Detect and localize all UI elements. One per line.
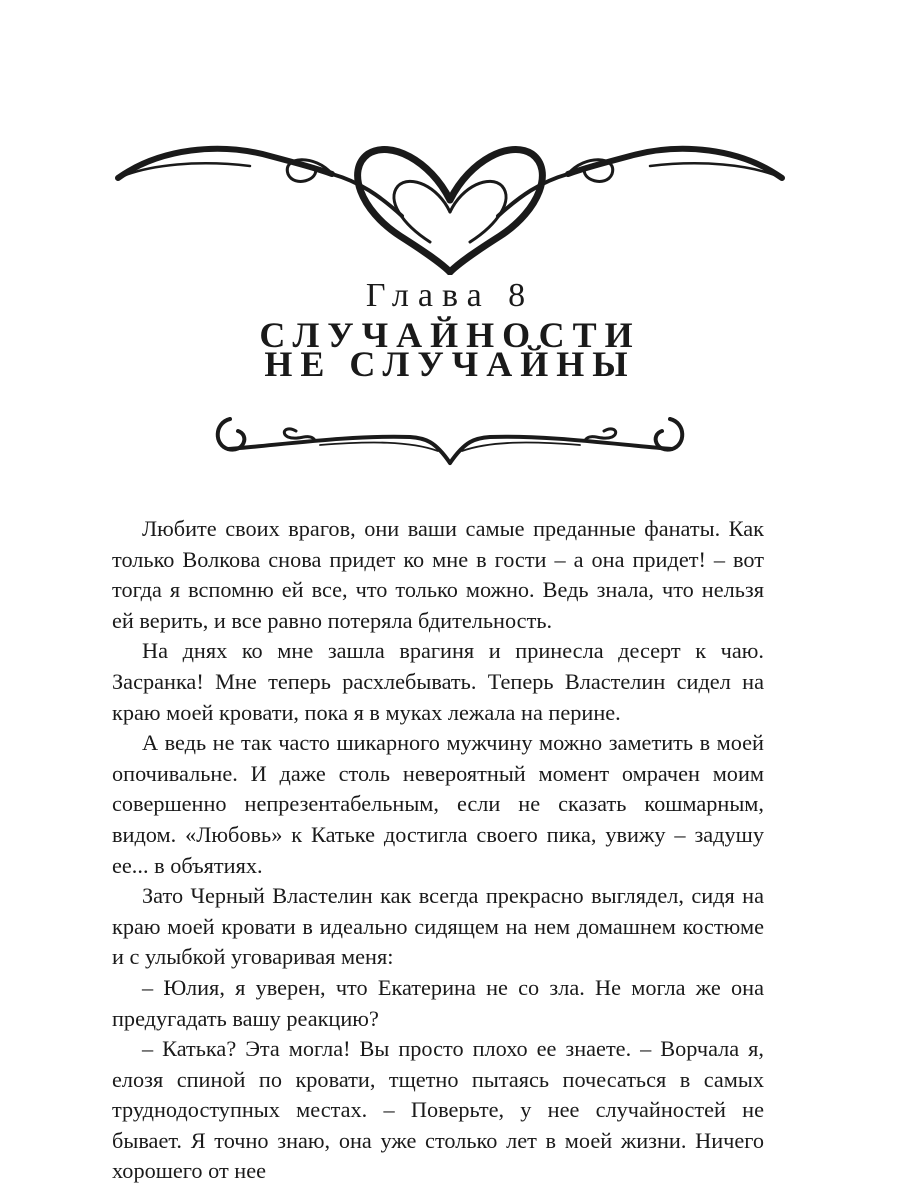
paragraph: А ведь не так часто шикарного мужчину можно заметить в моей опочивальне. И даже столь невероятный момент омрачен моим совершенно непрезентабельным, если не сказать кошмарным, видом. «Любовь» к Катьке достигла своего пика, увижу – задушу ее... в объятиях. bbox=[112, 730, 764, 878]
chapter-text bbox=[112, 514, 764, 1187]
paragraph: Зато Черный Властелин как всегда прекрасно выглядел, сидя на краю моей кровати в идеально сидящем на нем домашнем костюме и с улыбкой уговаривая меня: bbox=[112, 883, 764, 970]
paragraph: – Катька? Эта могла! Вы просто плохо ее знаете. – Ворчала я, елозя спиной по кровати, тщетно пытаясь почесаться в самых труднодоступных местах. – Поверьте, у нее случайностей не бывает. Я точно знаю, она уже столько лет в моей жизни. Ничего хорошего от нее bbox=[112, 1036, 764, 1184]
paragraph: На днях ко мне зашла врагиня и принесла десерт к чаю. Засранка! Мне теперь расхлебывать. Теперь Властелин сидел на краю моей кровати, пока я в муках лежала на перине. bbox=[112, 638, 764, 725]
scroll-flourish-ornament bbox=[210, 405, 690, 467]
paragraph: Любите своих врагов, они ваши самые преданные фанаты. Как только Волкова снова придет ко мне в гости – а она придет! – вот тогда я вспомню ей все, что только можно. Ведь знала, что нельзя ей верить, и все равно потеряла бдительность. bbox=[112, 516, 764, 633]
paragraph: – Юлия, я уверен, что Екатерина не со зла. Не могла же она предугадать вашу реакцию? bbox=[112, 974, 764, 1031]
chapter-title-line-1: СЛУЧАЙНОСТИ bbox=[259, 315, 641, 355]
chapter-title-line-2: НЕ СЛУЧАЙНЫ bbox=[264, 344, 636, 384]
heart-flourish-ornament bbox=[110, 130, 790, 275]
chapter-number: Глава 8 bbox=[365, 277, 535, 314]
